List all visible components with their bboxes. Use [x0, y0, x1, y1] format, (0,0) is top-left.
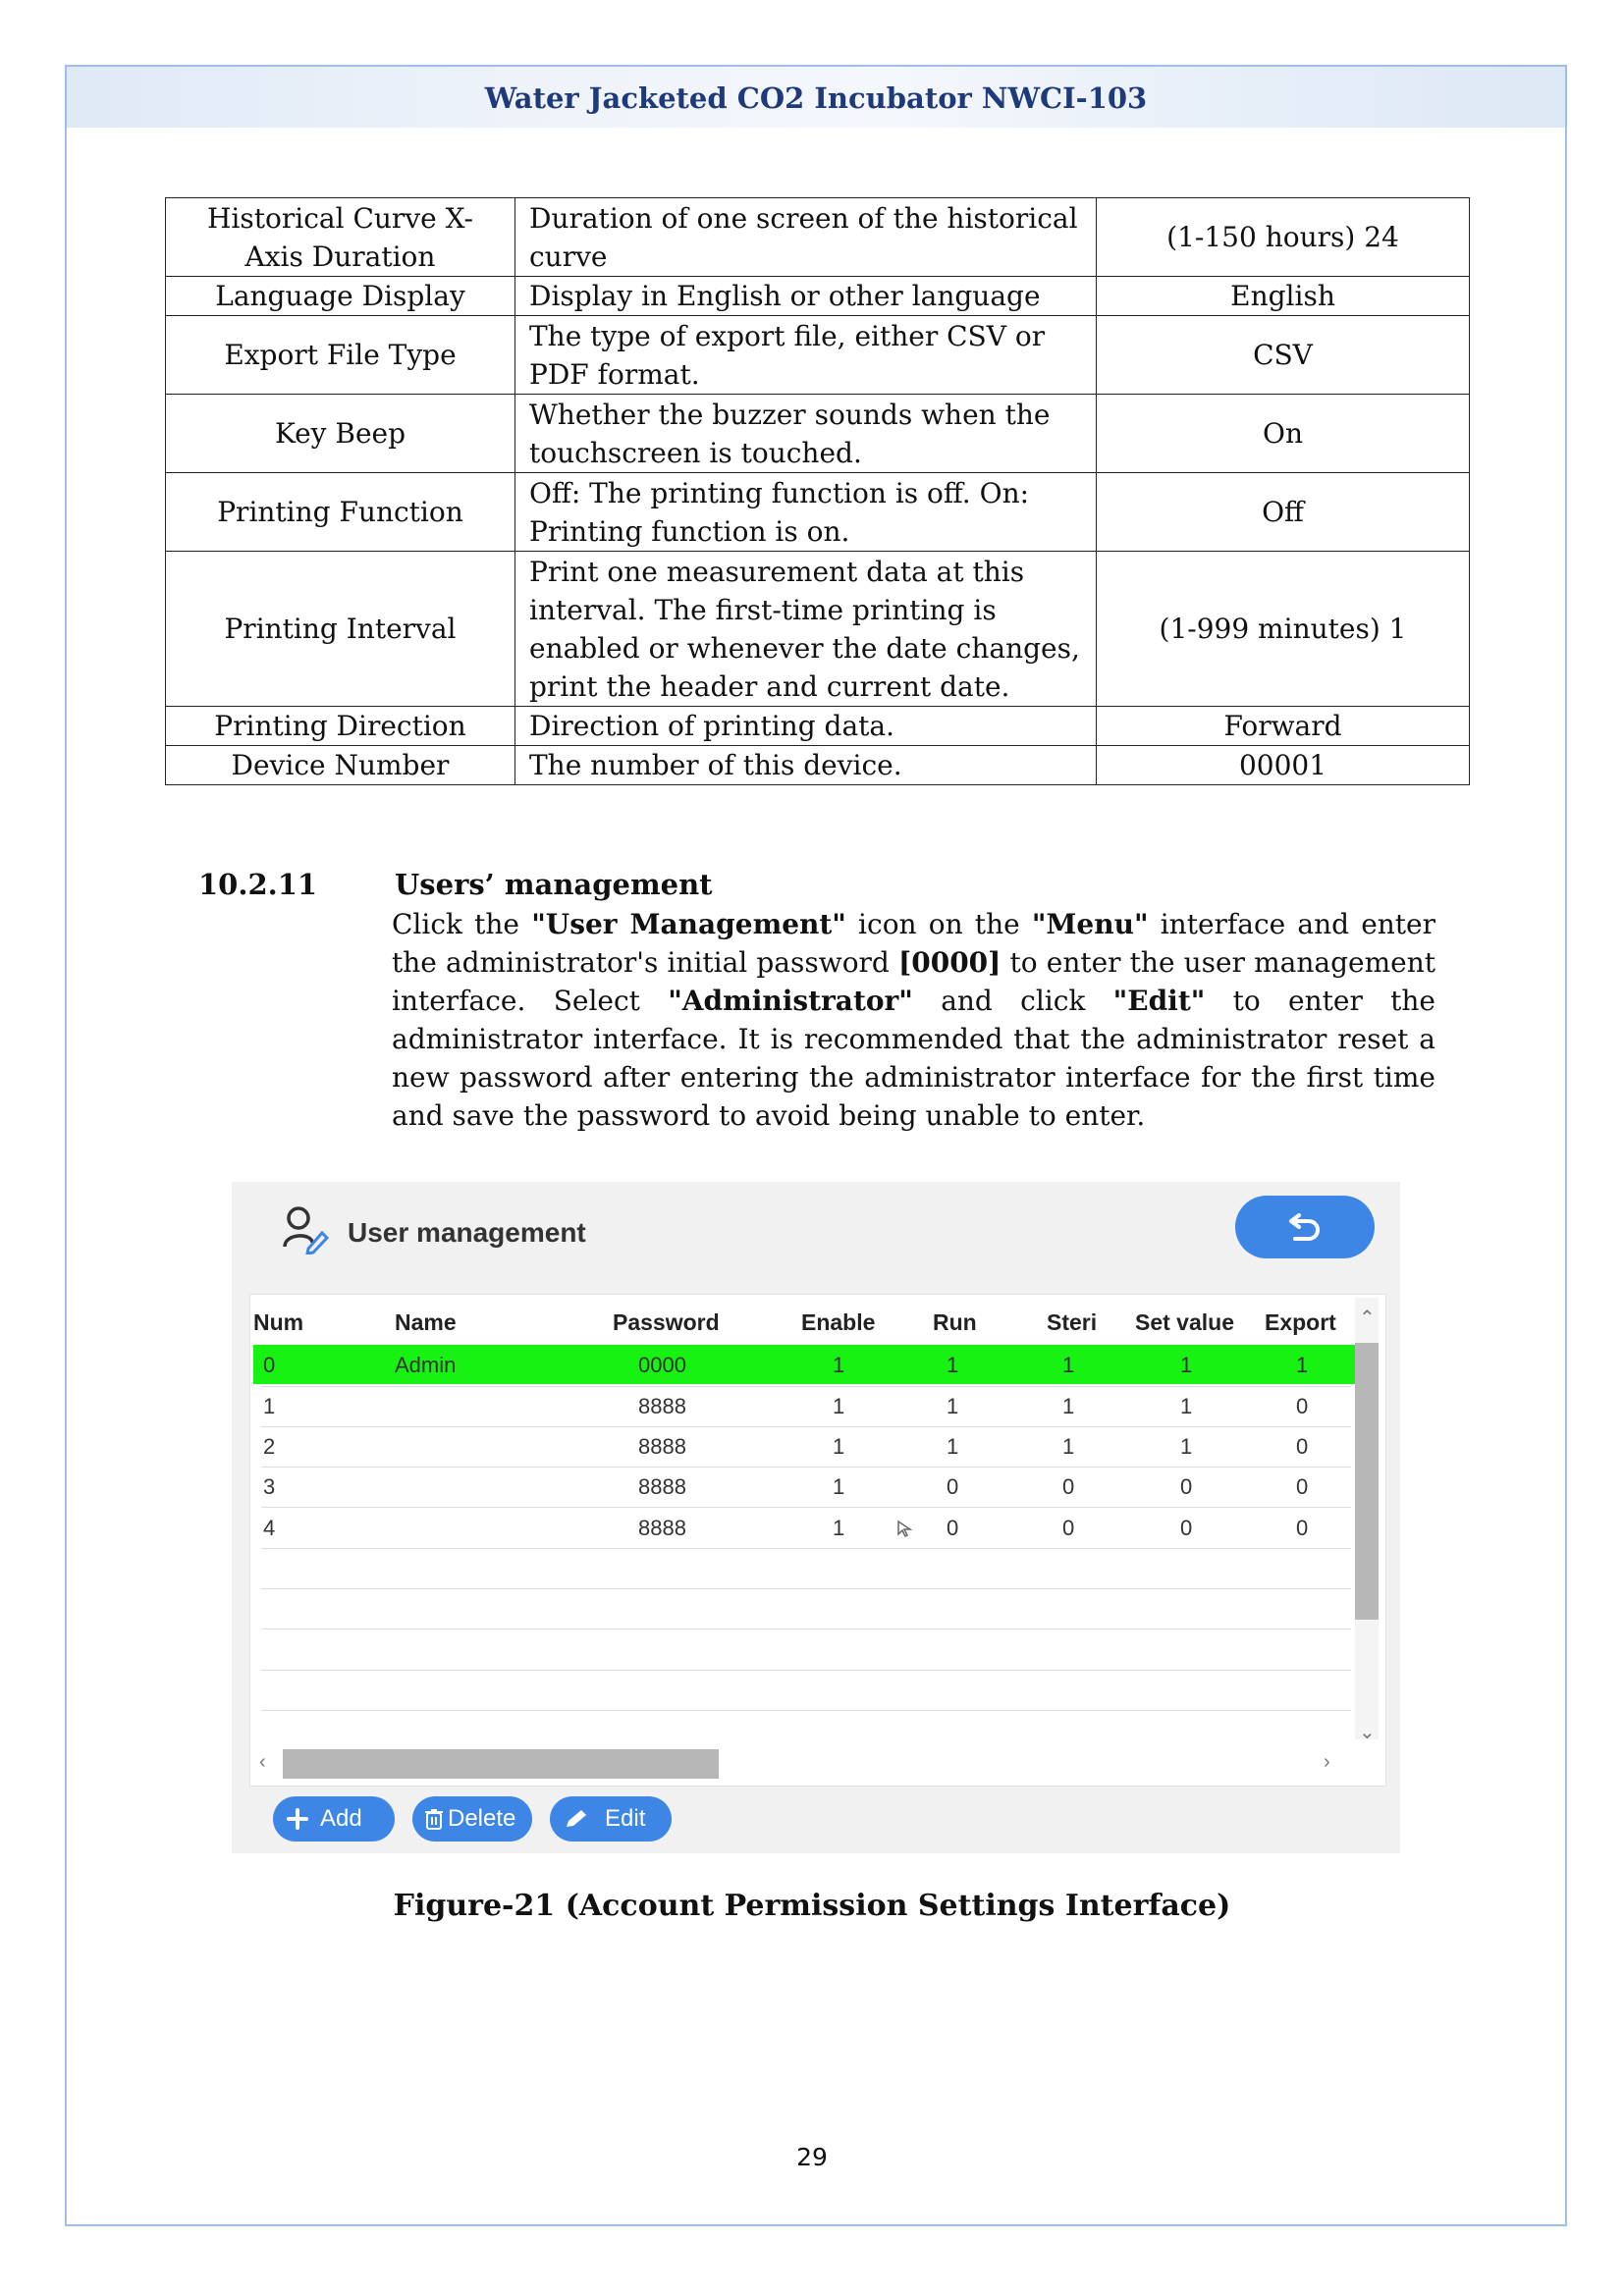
description-cell: Print one measurement data at this interval. The first-time printing is enabled or whenever the date changes, print the header and current date.: [515, 552, 1097, 707]
pencil-icon: [564, 1808, 589, 1830]
cell-run[interactable]: 1: [947, 1434, 959, 1459]
table-row: [166, 316, 1470, 395]
cell-num[interactable]: 4: [263, 1516, 276, 1540]
column-header-num[interactable]: Num: [253, 1309, 304, 1335]
cell-password[interactable]: 8888: [638, 1434, 686, 1459]
cell-num[interactable]: 1: [263, 1394, 276, 1418]
table-row: [166, 473, 1470, 552]
cell-steri[interactable]: 1: [1062, 1434, 1075, 1459]
edit-button-label: Edit: [605, 1805, 646, 1832]
value-cell: Forward: [1097, 707, 1470, 746]
parameter-cell: Historical Curve X-Axis Duration: [166, 198, 515, 277]
row-divider: [261, 1386, 1351, 1387]
cell-export[interactable]: 0: [1296, 1516, 1309, 1540]
section-title: Users’ management: [395, 868, 713, 901]
plus-icon: [287, 1808, 308, 1830]
scroll-up-icon[interactable]: ⌃: [1359, 1308, 1376, 1329]
description-cell: Off: The printing function is off. On: Printing function is on.: [515, 473, 1097, 552]
parameter-cell: Printing Function: [166, 473, 515, 552]
column-header-run[interactable]: Run: [933, 1309, 977, 1335]
column-header-name[interactable]: Name: [395, 1309, 457, 1335]
cell-password[interactable]: 8888: [638, 1474, 686, 1499]
scroll-down-icon[interactable]: ⌄: [1359, 1722, 1376, 1743]
row-divider: [261, 1588, 1351, 1589]
value-cell: (1-999 minutes) 1: [1097, 552, 1470, 707]
description-cell: Whether the buzzer sounds when the touchscreen is touched.: [515, 395, 1097, 473]
section-number: 10.2.11: [198, 868, 318, 901]
paragraph-emphasis: "Administrator": [668, 985, 913, 1017]
description-cell: Duration of one screen of the historical curve: [515, 198, 1097, 277]
column-header-password[interactable]: Password: [613, 1309, 720, 1335]
cell-run[interactable]: 1: [947, 1353, 959, 1377]
trash-icon: [424, 1808, 444, 1830]
row-divider: [261, 1467, 1351, 1468]
cell-steri[interactable]: 1: [1062, 1394, 1075, 1418]
table-row: [166, 746, 1470, 785]
paragraph-text: Click the: [392, 908, 532, 940]
cell-set-value[interactable]: 1: [1180, 1353, 1193, 1377]
cell-enable[interactable]: 1: [833, 1394, 845, 1418]
cell-password[interactable]: 8888: [638, 1394, 686, 1418]
cell-set-value[interactable]: 1: [1180, 1434, 1193, 1459]
description-cell: Display in English or other language: [515, 277, 1097, 316]
cell-num[interactable]: 2: [263, 1434, 276, 1459]
paragraph-text: icon on the: [845, 908, 1032, 940]
paragraph-text: to enter the user management interface. Select: [392, 946, 1435, 1017]
section-paragraph: [392, 905, 1435, 1135]
delete-button[interactable]: [412, 1796, 532, 1842]
cell-enable[interactable]: 1: [833, 1434, 845, 1459]
document-header-title: Water Jacketed CO2 Incubator NWCI-103: [484, 81, 1148, 115]
paragraph-text: and click: [912, 985, 1113, 1017]
cell-run[interactable]: 0: [947, 1474, 959, 1499]
column-header-export[interactable]: Export: [1265, 1309, 1336, 1335]
paragraph-emphasis: "User Management": [531, 908, 846, 940]
table-row: [166, 277, 1470, 316]
cell-num[interactable]: 3: [263, 1474, 276, 1499]
cell-steri[interactable]: 0: [1062, 1474, 1075, 1499]
parameter-cell: Device Number: [166, 746, 515, 785]
cell-password[interactable]: 8888: [638, 1516, 686, 1540]
row-divider: [261, 1710, 1351, 1711]
parameter-cell: Key Beep: [166, 395, 515, 473]
row-divider: [261, 1426, 1351, 1427]
cell-export[interactable]: 1: [1296, 1353, 1309, 1377]
row-divider: [261, 1670, 1351, 1671]
value-cell: Off: [1097, 473, 1470, 552]
cell-steri[interactable]: 1: [1062, 1353, 1075, 1377]
column-header-enable[interactable]: Enable: [801, 1309, 876, 1335]
user-edit-icon: [281, 1203, 332, 1255]
back-button[interactable]: [1235, 1196, 1375, 1258]
cell-set-value[interactable]: 0: [1180, 1474, 1193, 1499]
cell-enable[interactable]: 1: [833, 1474, 845, 1499]
table-row: [166, 707, 1470, 746]
add-button-label: Add: [320, 1805, 362, 1832]
parameter-cell: Printing Interval: [166, 552, 515, 707]
vertical-scroll-thumb[interactable]: [1355, 1343, 1379, 1620]
paragraph-emphasis: "Edit": [1112, 985, 1206, 1017]
return-arrow-icon: [1285, 1207, 1325, 1247]
parameter-cell: Export File Type: [166, 316, 515, 395]
edit-button[interactable]: [550, 1796, 672, 1842]
cell-steri[interactable]: 0: [1062, 1516, 1075, 1540]
user-management-screenshot: [232, 1182, 1400, 1853]
column-header-steri[interactable]: Steri: [1047, 1309, 1098, 1335]
paragraph-text: to enter the administrator interface. It is recommended that the administrator reset a new password after entering the administrator interface for the first time and save the password to avoid being unable to enter.: [392, 985, 1435, 1132]
table-row: [166, 395, 1470, 473]
cell-export[interactable]: 0: [1296, 1394, 1309, 1418]
description-cell: The type of export file, either CSV or PDF format.: [515, 316, 1097, 395]
cell-set-value[interactable]: 1: [1180, 1394, 1193, 1418]
cell-name[interactable]: Admin: [395, 1353, 457, 1377]
figure-caption: Figure-21 (Account Permission Settings Interface): [393, 1889, 1231, 1923]
paragraph-emphasis: [0000]: [897, 946, 1001, 979]
value-cell: On: [1097, 395, 1470, 473]
delete-button-label: Delete: [448, 1805, 516, 1832]
cell-enable[interactable]: 1: [833, 1353, 845, 1377]
value-cell: (1-150 hours) 24: [1097, 198, 1470, 277]
description-cell: The number of this device.: [515, 746, 1097, 785]
parameter-cell: Language Display: [166, 277, 515, 316]
cell-export[interactable]: 0: [1296, 1434, 1309, 1459]
value-cell: CSV: [1097, 316, 1470, 395]
scroll-right-icon[interactable]: ›: [1324, 1751, 1330, 1773]
cell-password[interactable]: 0000: [638, 1353, 686, 1377]
paragraph-emphasis: "Menu": [1031, 908, 1149, 940]
cell-run[interactable]: 1: [947, 1394, 959, 1418]
scroll-left-icon[interactable]: ‹: [259, 1751, 266, 1773]
table-row: [166, 198, 1470, 277]
cell-enable[interactable]: 1: [833, 1516, 845, 1540]
parameter-cell: Printing Direction: [166, 707, 515, 746]
horizontal-scroll-thumb[interactable]: [283, 1749, 719, 1779]
add-button[interactable]: [273, 1796, 395, 1842]
cell-num[interactable]: 0: [263, 1353, 276, 1377]
description-cell: Direction of printing data.: [515, 707, 1097, 746]
cell-export[interactable]: 0: [1296, 1474, 1309, 1499]
cell-run[interactable]: 0: [947, 1516, 959, 1540]
screen-title: User management: [348, 1217, 586, 1248]
paragraph-text: interface and enter the administrator's initial password: [392, 908, 1436, 979]
value-cell: 00001: [1097, 746, 1470, 785]
column-header-set-value[interactable]: Set value: [1135, 1309, 1234, 1335]
value-cell: English: [1097, 277, 1470, 316]
page-number: 29: [796, 2143, 828, 2171]
settings-table: [165, 197, 1470, 785]
row-divider: [261, 1507, 1351, 1508]
table-row: [166, 552, 1470, 707]
row-divider: [261, 1548, 1351, 1549]
cell-set-value[interactable]: 0: [1180, 1516, 1193, 1540]
cursor-icon: [895, 1520, 915, 1539]
